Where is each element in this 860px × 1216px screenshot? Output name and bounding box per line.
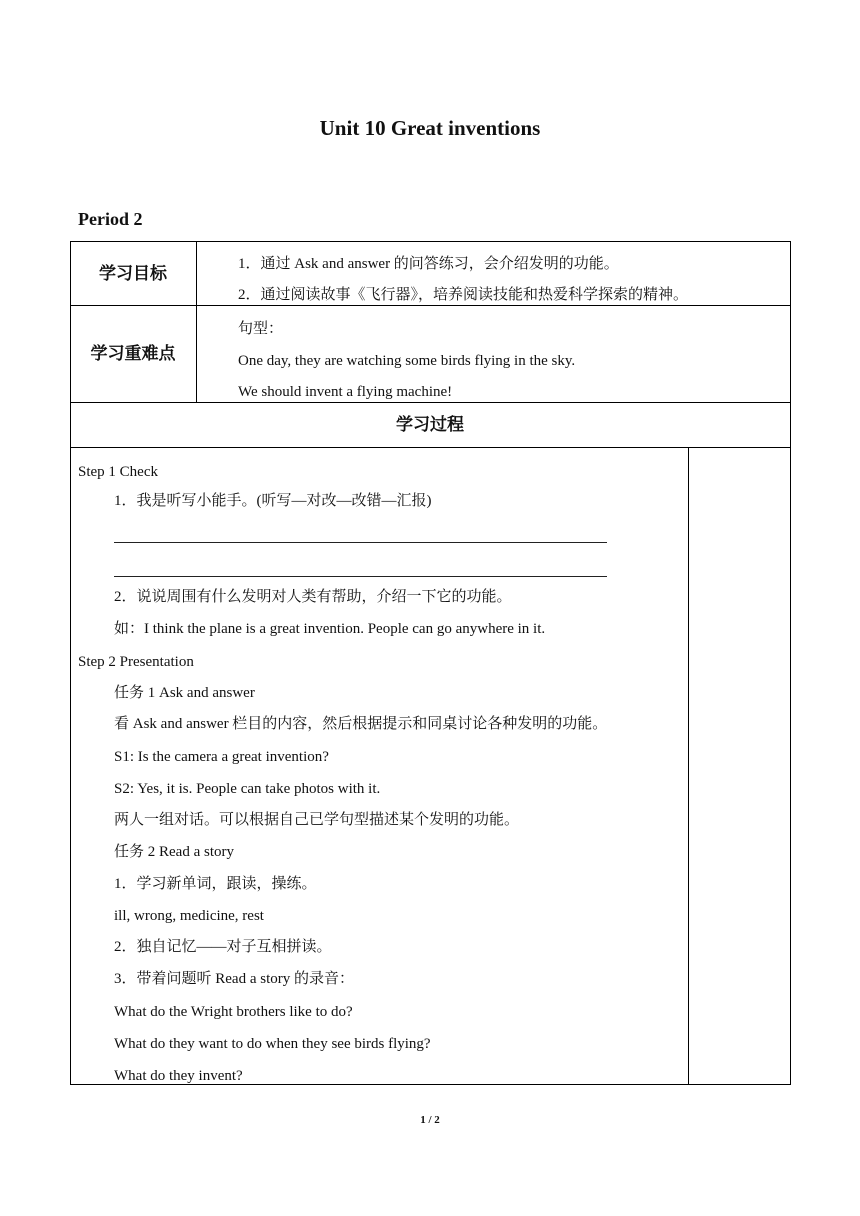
process-heading: 学习过程 <box>396 415 464 435</box>
process-line: 1．我是听写小能手。(听写—对改—改错—汇报) <box>114 493 432 509</box>
dictation-blank-line <box>114 542 607 543</box>
key-point-line: 句型： <box>238 321 284 337</box>
process-line: 两人一组对话。可以根据自己已学句型描述某个发明的功能。 <box>114 812 520 828</box>
page-number: 1 / 2 <box>420 1114 440 1126</box>
process-line: 2．独自记忆——对子互相拼读。 <box>114 939 332 955</box>
table-border-left <box>70 241 71 1085</box>
objectives-label: 学习目标 <box>99 264 167 284</box>
key-points-label: 学习重难点 <box>90 344 176 364</box>
process-line: What do the Wright brothers like to do? <box>114 1004 353 1020</box>
table-border-right <box>790 241 791 1085</box>
table-border-top <box>70 241 791 242</box>
objective-item: 1．通过 Ask and answer 的问答练习，会介绍发明的功能。 <box>238 256 619 272</box>
step-heading: Step 1 Check <box>78 464 158 480</box>
key-point-line: One day, they are watching some birds flying in the sky. <box>238 353 576 369</box>
period-heading: Period 2 <box>78 209 143 229</box>
document-title: Unit 10 Great inventions <box>319 116 541 140</box>
table-divider <box>70 402 791 403</box>
process-line: 1．学习新单词，跟读，操练。 <box>114 876 317 892</box>
process-line: 2．说说周围有什么发明对人类有帮助，介绍一下它的功能。 <box>114 589 512 605</box>
key-point-line: We should invent a flying machine! <box>238 384 453 400</box>
process-line: 3．带着问题听 Read a story 的录音： <box>114 971 354 987</box>
dictation-blank-line <box>114 576 607 577</box>
task-heading: 任务 2 Read a story <box>114 844 234 860</box>
table-divider <box>70 447 791 448</box>
process-line: What do they want to do when they see birds flying? <box>114 1036 431 1052</box>
objective-item: 2．通过阅读故事《飞行器》，培养阅读技能和热爱科学探索的精神。 <box>238 287 689 303</box>
process-line: 看 Ask and answer 栏目的内容，然后根据提示和同桌讨论各种发明的功能。 <box>114 716 608 732</box>
process-line: 如：I think the plane is a great invention. People can go anywhere in it. <box>114 621 546 637</box>
table-notes-divider <box>688 447 689 1085</box>
task-heading: 任务 1 Ask and answer <box>114 685 255 701</box>
process-line: What do they invent? <box>114 1068 243 1084</box>
process-line: S1: Is the camera a great invention? <box>114 749 329 765</box>
table-column-divider <box>196 241 197 403</box>
process-line: S2: Yes, it is. People can take photos with it. <box>114 781 381 797</box>
table-divider <box>70 305 791 306</box>
process-line: ill, wrong, medicine, rest <box>114 908 264 924</box>
step-heading: Step 2 Presentation <box>78 654 194 670</box>
